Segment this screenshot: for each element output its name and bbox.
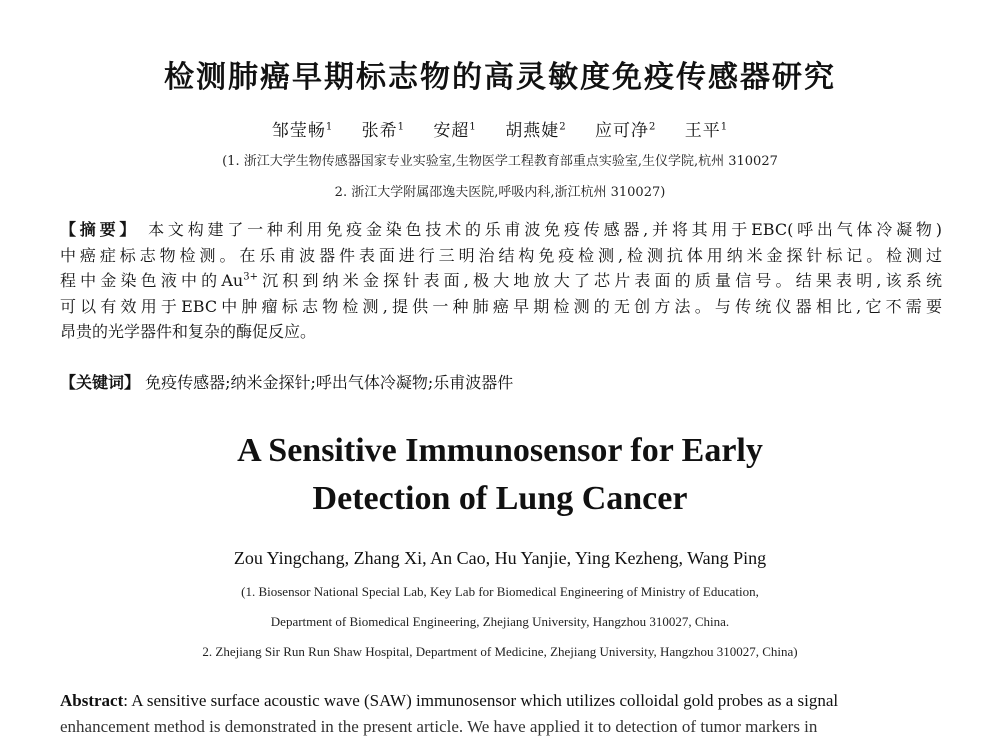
- english-title-line-1: A Sensitive Immunosensor for Early: [237, 432, 763, 469]
- chinese-title: 检测肺癌早期标志物的高灵敏度免疫传感器研究: [164, 60, 836, 95]
- abstract-line-4: 可以有效用于EBC中肿瘤标志物检测,提供一种肺癌早期检测的无创方法。与传统仪器相比,它不需要: [60, 296, 942, 316]
- english-abstract-label: Abstract: [60, 691, 124, 710]
- author-ying: 应可净$^2$: [594, 121, 657, 141]
- keywords-label: 【关键词】: [60, 373, 141, 392]
- author-zhang: 张希$^1$: [361, 121, 406, 141]
- keywords-text: 免疫传感器;纳米金探针;呼出气体冷凝物;乐甫波器件: [145, 373, 514, 392]
- abstract-line-1: 【摘要】 本文构建了一种利用免疫金染色技术的乐甫波免疫传感器,并将其用于EBC(呼出气体冷凝物): [60, 220, 942, 239]
- abstract-label: 【摘要】: [60, 220, 140, 239]
- chinese-keywords: [60, 370, 513, 393]
- author-zou: 邹莹畅$^1$: [271, 121, 334, 141]
- abstract-line-3: 程中金染色液中的$Au^{3+}$沉积到纳米金探针表面,极大地放大了芯片表面的质量信号。结果表明,该系统: [60, 271, 942, 290]
- english-abstract-line-2: enhancement method is demonstrated in the present article. We have applied it to detection of tumor markers in: [60, 717, 818, 736]
- au-charge: 3+: [243, 271, 258, 283]
- author-wang: 王平$^1$: [684, 121, 729, 141]
- english-affiliation-2: Department of Biomedical Engineering, Zhejiang University, Hangzhou 310027, China.: [270, 614, 730, 629]
- english-author-list: Zou Yingchang, Zhang Xi, An Cao, Hu Yanjie, Ying Kezheng, Wang Ping: [233, 548, 767, 568]
- english-affiliation-3: 2. Zhejiang Sir Run Run Shaw Hospital, Department of Medicine, Zhejiang University, Hangzhou 310027, China): [202, 644, 798, 659]
- abstract-line-5: 昂贵的光学器件和复杂的酶促反应。: [60, 322, 317, 341]
- abstract-line-2: 中癌症标志物检测。在乐甫波器件表面进行三明治结构免疫检测,检测抗体用纳米金探针标记。检测过: [60, 245, 942, 265]
- english-title-line-2: Detection of Lung Cancer: [312, 480, 688, 517]
- chinese-author-list: [0, 116, 1000, 141]
- author-an: 安超$^1$: [433, 121, 477, 141]
- english-affiliation-1: (1. Biosensor National Special Lab, Key Lab for Biomedical Engineering of Ministry of Education,: [241, 584, 759, 599]
- chinese-affiliation-1: (1. 浙江大学生物传感器国家专业实验室,生物医学工程教育部重点实验室,生仪学院,杭州 310027: [222, 154, 778, 169]
- chinese-affiliation-2: 2. 浙江大学附属邵逸夫医院,呼吸内科,浙江杭州 310027): [334, 185, 666, 200]
- english-abstract-line-1: Abstract: A sensitive surface acoustic wave (SAW) immunosensor which utilizes colloidal gold probes as a signal: [60, 691, 839, 710]
- english-abstract: [60, 688, 942, 740]
- author-hu: 胡燕婕$^2$: [505, 121, 567, 141]
- chinese-abstract: [60, 217, 942, 345]
